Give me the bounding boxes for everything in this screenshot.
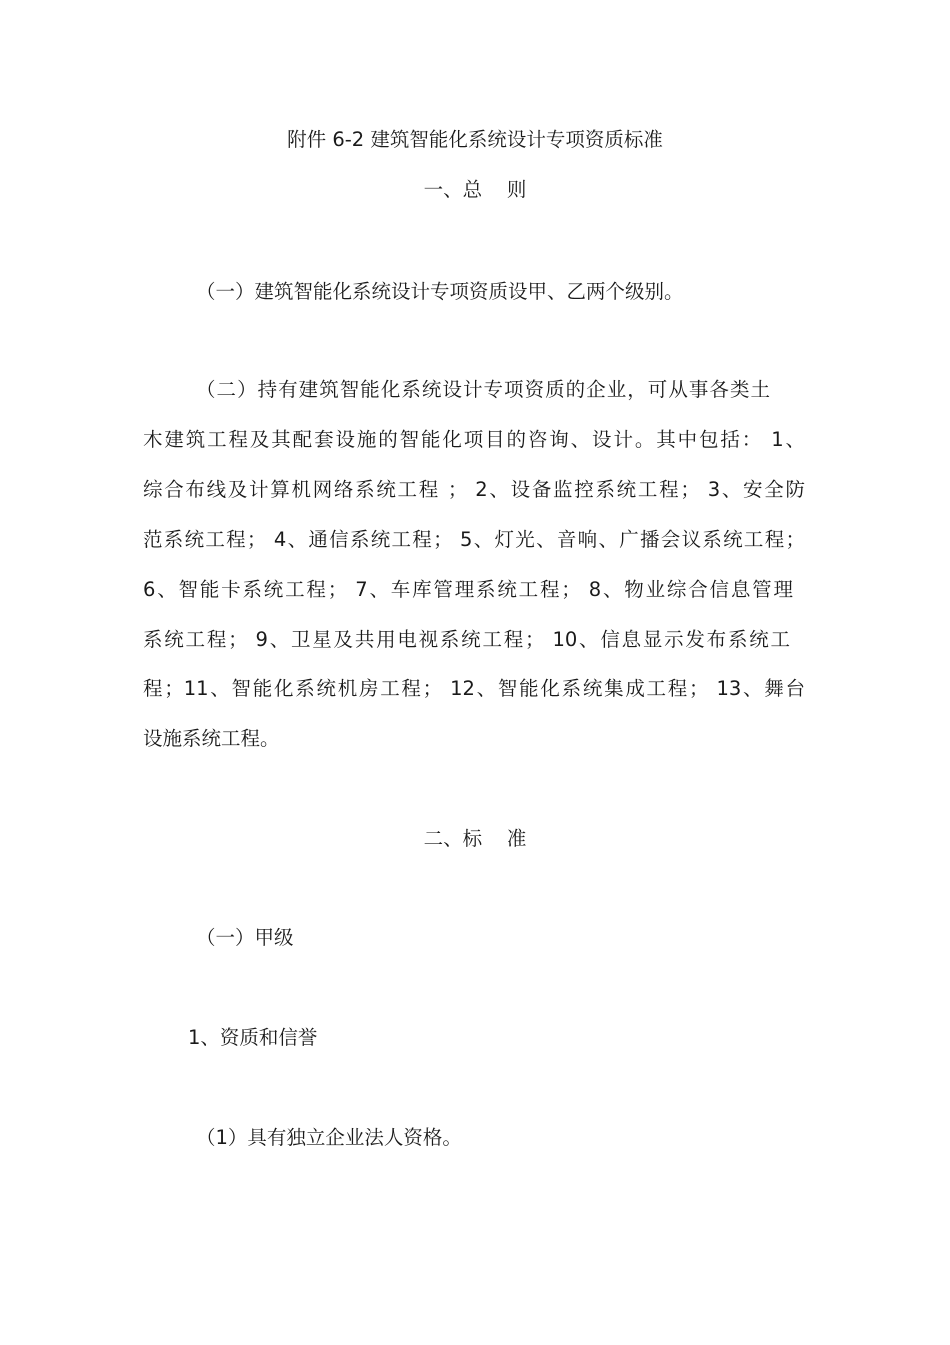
paragraph-grade-levels: （一）建筑智能化系统设计专项资质设甲、乙两个级别。 (196, 280, 684, 303)
paragraph-scope-line-2: 木建筑工程及其配套设施的智能化项目的咨询、设计。其中包括： 1、 (143, 428, 805, 451)
paragraph-scope-line-4: 范系统工程； 4、通信系统工程； 5、灯光、音响、广播会议系统工程； (143, 528, 805, 551)
paragraph-scope-line-8: 设施系统工程。 (143, 727, 280, 750)
section-heading-general: 一、总 则 (423, 178, 527, 201)
paragraph-scope-line-1: （二）持有建筑智能化系统设计专项资质的企业，可从事各类土 (196, 378, 770, 401)
section-heading-standards: 二、标 准 (423, 827, 527, 850)
paragraph-scope-line-6: 系统工程； 9、卫星及共用电视系统工程； 10、信息显示发布系统工 (143, 628, 790, 651)
paragraph-scope-line-5: 6、智能卡系统工程； 7、车库管理系统工程； 8、物业综合信息管理 (143, 578, 793, 601)
paragraph-scope-line-7: 程；11、智能化系统机房工程； 12、智能化系统集成工程； 13、舞台 (143, 677, 805, 700)
document-title: 附件 6-2 建筑智能化系统设计专项资质标准 (287, 128, 663, 151)
item-independent-legal-entity: （1）具有独立企业法人资格。 (196, 1126, 462, 1149)
item-qualification-reputation: 1、资质和信誉 (188, 1026, 318, 1049)
subsection-grade-a: （一）甲级 (196, 926, 294, 949)
paragraph-scope-line-3: 综合布线及计算机网络系统工程 ； 2、设备监控系统工程； 3、安全防 (143, 478, 805, 501)
